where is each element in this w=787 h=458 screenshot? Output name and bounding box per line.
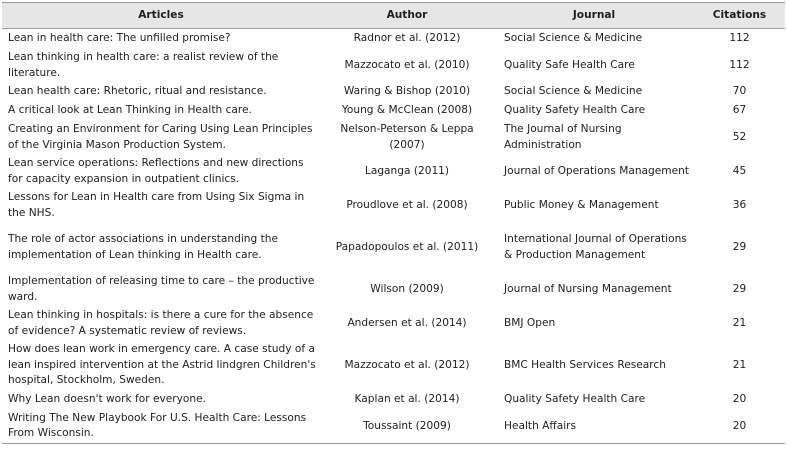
journal-cell: Quality Safety Health Care <box>504 393 646 406</box>
journal-cell: BMJ Open <box>504 316 556 329</box>
journal-cell: Quality Safe Health Care <box>504 58 635 71</box>
table-row <box>2 49 785 83</box>
article-cell: A critical look at Lean Thinking in Health care. <box>8 104 252 117</box>
author-cell: Nelson-Peterson & Leppa (2007) <box>340 123 474 151</box>
author-cell: Andersen et al. (2014) <box>347 316 467 329</box>
journal-cell: The Journal of Nursing Administration <box>504 123 622 151</box>
author-cell: Mazzocato et al. (2012) <box>344 358 470 371</box>
author-cell: Mazzocato et al. (2010) <box>344 58 470 71</box>
header-citations: Citations <box>712 8 767 21</box>
journal-cell: Social Science & Medicine <box>504 85 643 98</box>
header-row <box>2 3 785 29</box>
author-cell: Proudlove et al. (2008) <box>346 198 468 211</box>
table-row <box>2 391 785 410</box>
journal-cell: Health Affairs <box>504 419 577 432</box>
citations-cell: 112 <box>729 32 750 44</box>
header-journal: Journal <box>572 8 616 21</box>
author-cell: Wilson (2009) <box>370 282 444 295</box>
table-row <box>2 341 785 391</box>
citations-cell: 112 <box>729 58 750 71</box>
journal-cell: International Journal of Operations & Production Management <box>504 233 687 261</box>
author-cell: Papadopoulos et al. (2011) <box>335 240 479 253</box>
citations-cell: 20 <box>732 419 747 432</box>
table-row <box>2 121 785 155</box>
header-articles: Articles <box>138 8 184 21</box>
author-cell: Radnor et al. (2012) <box>353 32 461 44</box>
author-cell: Kaplan et al. (2014) <box>354 393 460 406</box>
citations-cell: 20 <box>732 393 747 406</box>
journal-cell: Journal of Nursing Management <box>504 282 672 295</box>
article-cell: The role of actor associations in understanding the implementation of Lean thinking in Health care. <box>8 233 278 261</box>
table-row <box>2 410 785 444</box>
table-row <box>2 273 785 307</box>
citations-cell: 29 <box>732 282 747 295</box>
article-cell: Why Lean doesn't work for everyone. <box>8 393 206 406</box>
article-cell: Lean health care: Rhetoric, ritual and resistance. <box>8 85 267 98</box>
table-row <box>2 307 785 341</box>
article-cell: Lean thinking in health care: a realist review of the literature. <box>8 51 279 79</box>
article-cell: Lean thinking in hospitals: is there a cure for the absence of evidence? A systematic review of reviews. <box>8 309 314 337</box>
table-row <box>2 155 785 189</box>
header-author: Author <box>386 8 428 21</box>
table-row <box>2 83 785 102</box>
article-cell: Lean service operations: Reflections and new directions for capacity expansion in outpatient clinics. <box>8 157 304 185</box>
journal-cell: BMC Health Services Research <box>504 358 666 371</box>
journal-cell: Quality Safety Health Care <box>504 104 646 117</box>
citations-cell: 52 <box>732 130 747 143</box>
table-row <box>2 223 785 273</box>
article-cell: Creating an Environment for Caring Using Lean Principles of the Virginia Mason Production System. <box>8 123 313 151</box>
article-cell: Lean in health care: The unfilled promise? <box>8 32 231 44</box>
citations-cell: 21 <box>732 316 747 329</box>
author-cell: Young & McClean (2008) <box>341 104 473 117</box>
table-body <box>2 29 785 444</box>
citations-cell: 45 <box>732 164 747 177</box>
table-row <box>2 29 785 49</box>
author-cell: Laganga (2011) <box>364 164 450 177</box>
author-cell: Toussaint (2009) <box>363 419 451 432</box>
citations-cell: 29 <box>732 240 747 253</box>
table-row <box>2 102 785 121</box>
journal-cell: Journal of Operations Management <box>504 164 689 177</box>
table-header <box>2 3 785 29</box>
journal-cell: Public Money & Management <box>504 198 659 211</box>
journal-cell: Social Science & Medicine <box>504 32 643 44</box>
citations-cell: 36 <box>732 198 747 211</box>
table-row <box>2 189 785 223</box>
author-cell: Waring & Bishop (2010) <box>343 85 471 98</box>
citations-cell: 67 <box>732 104 747 117</box>
article-cell: Implementation of releasing time to care – the productive ward. <box>8 275 315 303</box>
article-cell: Writing The New Playbook For U.S. Health Care: Lessons From Wisconsin. <box>8 411 307 440</box>
citations-cell: 70 <box>732 85 747 98</box>
article-cell: How does lean work in emergency care. A case study of a lean inspired intervention at the Astrid lindgren Children's hospital, Stockholm, Sweden. <box>8 343 316 387</box>
citations-table <box>2 2 785 444</box>
article-cell: Lessons for Lean in Health care from Using Six Sigma in the NHS. <box>8 191 305 219</box>
citations-cell: 21 <box>732 358 747 371</box>
